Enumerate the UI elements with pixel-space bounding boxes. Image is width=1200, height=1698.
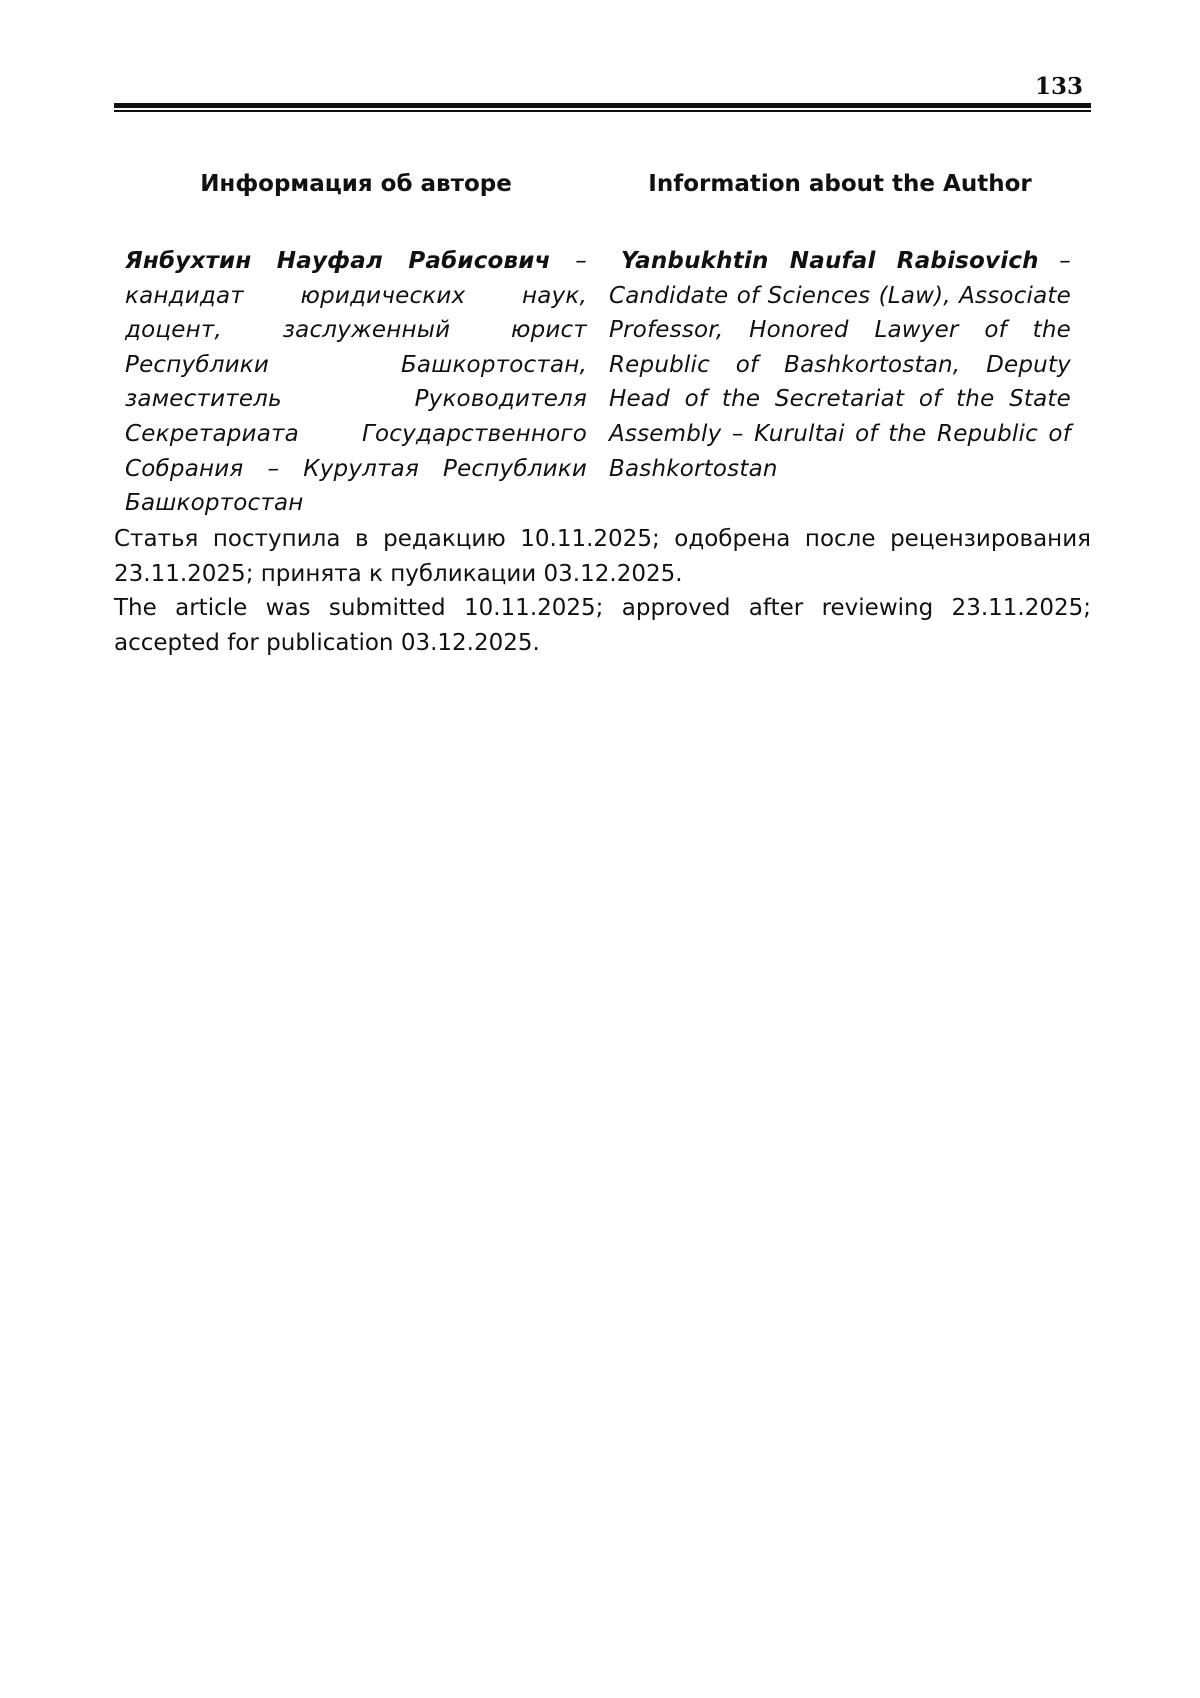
author-dash-en: – [1038,248,1071,274]
publication-dates-ru: Статья поступила в редакцию 10.11.2025; одобрена после рецензирования 23.11.2025; принята к публикации 03.12.2025. [114,526,1091,587]
author-info-en-bio [609,244,1071,486]
author-info-en [609,166,1071,486]
author-info-ru-bio [125,244,587,521]
author-description-en: Candidate of Sciences (Law), Associate Professor, Honored Lawyer of the Republic of Bashkortostan, Deputy Head of the Secretariat of the State Assembly – Kurultai of the Republic of Bashkortostan [609,282,1071,482]
author-name-ru: Янбухтин Науфал Рабисович [125,248,551,274]
page-number: 133 [1034,73,1083,100]
author-info-ru-heading: Информация об авторе [200,171,512,197]
publication-dates [114,522,1091,660]
author-dash-ru: – [550,248,587,274]
author-description-ru: кандидат юридических наук, доцент, заслуженный юрист Республики Башкортостан, заместитель Руководителя Секретариата Государственного Собрания – Курултая Республики Башкортостан [125,282,587,517]
publication-dates-en: The article was submitted 10.11.2025; approved after reviewing 23.11.2025; accepted for publication 03.12.2025. [114,595,1091,656]
header-rule-thick [114,103,1091,108]
header-rule-thin [114,110,1091,112]
author-info-ru [125,166,587,521]
author-info-en-heading: Information about the Author [648,171,1032,197]
author-name-en: Yanbukhtin Naufal Rabisovich [621,248,1039,274]
